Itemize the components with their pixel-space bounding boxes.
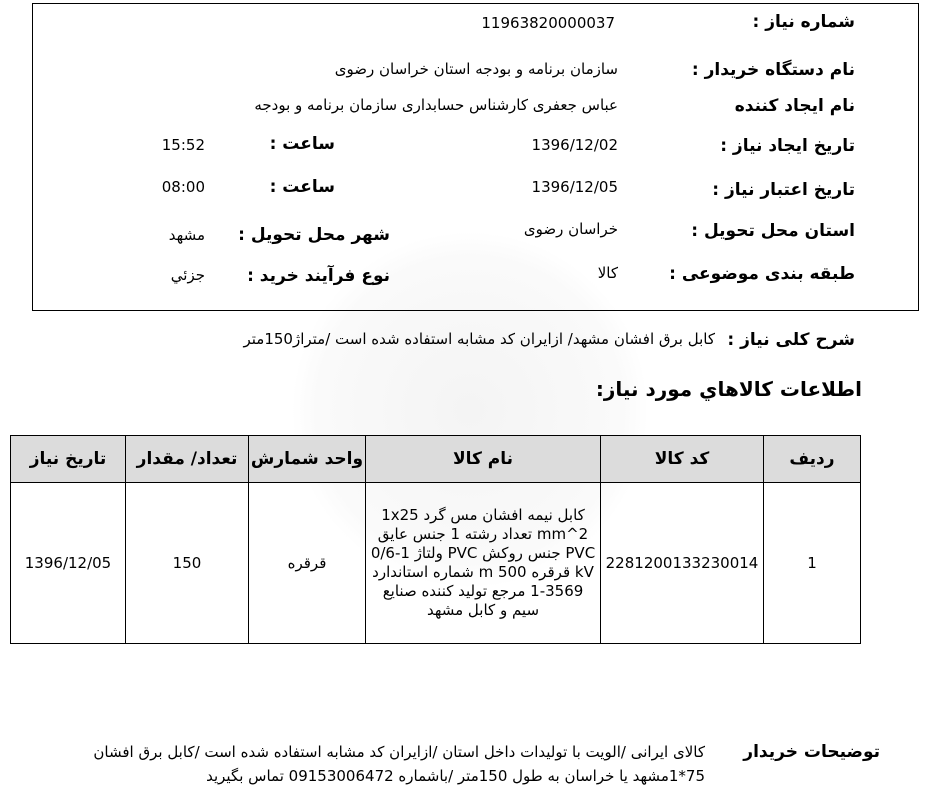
province: خراسان رضوی xyxy=(523,220,618,238)
valid-time-label: ساعت : xyxy=(269,177,335,197)
col-code: کد کالا xyxy=(601,436,764,483)
goods-title: اطلاعات کالاهاي مورد نیاز: xyxy=(595,377,862,401)
summary: کابل برق افشان مشهد/ ازایران کد مشابه استفاده شده است /متراژ150متر xyxy=(243,330,715,348)
need-number-label: شماره نیاز : xyxy=(752,12,855,32)
col-row: ردیف xyxy=(764,436,861,483)
summary-label: شرح کلی نیاز : xyxy=(727,330,855,350)
need-number: 11963820000037 xyxy=(481,14,615,32)
category: کالا xyxy=(597,264,618,282)
buyer-notes: کالای ایرانی /الویت با تولیدات داخل استان /ازایران کد مشابه استفاده شده است /کابل برق افشان 75*1مشهد یا خراسان به طول 150متر /باشماره 09153006472 تماس بگیرید xyxy=(93,743,705,785)
cell-qty: 150 xyxy=(126,483,249,644)
cell-name: کابل نیمه افشان مس گرد 1x25 mm^2 تعداد رشته 1 جنس عایق PVC جنس روکش PVC ولتاژ 1-0/6 kV قرقره 500 m شماره استاندارد 3569-1 مرجع تولید کننده صنایع سیم و کابل مشهد xyxy=(366,483,601,644)
cell-code: 2281200133230014 xyxy=(601,483,764,644)
category-label: طبقه بندی موضوعی : xyxy=(669,264,855,284)
created-date-label: تاریخ ایجاد نیاز : xyxy=(720,136,855,156)
col-qty: تعداد/ مقدار xyxy=(126,436,249,483)
process: جزئي xyxy=(170,266,205,284)
created-date: 1396/12/02 xyxy=(531,136,618,154)
valid-date-label: تاریخ اعتبار نیاز : xyxy=(712,180,855,200)
creator: عباس جعفری کارشناس حسابداری سازمان برنامه و بودجه xyxy=(254,96,618,114)
city: مشهد xyxy=(168,226,205,244)
buyer: سازمان برنامه و بودجه استان خراسان رضوی xyxy=(334,60,618,78)
col-unit: واحد شمارش xyxy=(249,436,366,483)
cell-unit: قرقره xyxy=(249,483,366,644)
created-time: 15:52 xyxy=(161,136,205,154)
cell-row: 1 xyxy=(764,483,861,644)
col-name: نام کالا xyxy=(366,436,601,483)
goods-table xyxy=(10,435,861,644)
province-label: استان محل تحویل : xyxy=(691,221,855,241)
col-date: تاریخ نیاز xyxy=(11,436,126,483)
buyer-label: نام دستگاه خریدار : xyxy=(691,60,855,80)
created-time-label: ساعت : xyxy=(269,134,335,154)
process-label: نوع فرآیند خرید : xyxy=(247,266,390,286)
valid-time: 08:00 xyxy=(161,178,205,196)
valid-date: 1396/12/05 xyxy=(531,178,618,196)
creator-label: نام ایجاد کننده xyxy=(734,96,855,116)
cell-date: 1396/12/05 xyxy=(11,483,126,644)
city-label: شهر محل تحویل : xyxy=(238,225,390,245)
table-row xyxy=(11,483,861,644)
buyer-notes-label: توضیحات خریدار xyxy=(743,742,880,762)
